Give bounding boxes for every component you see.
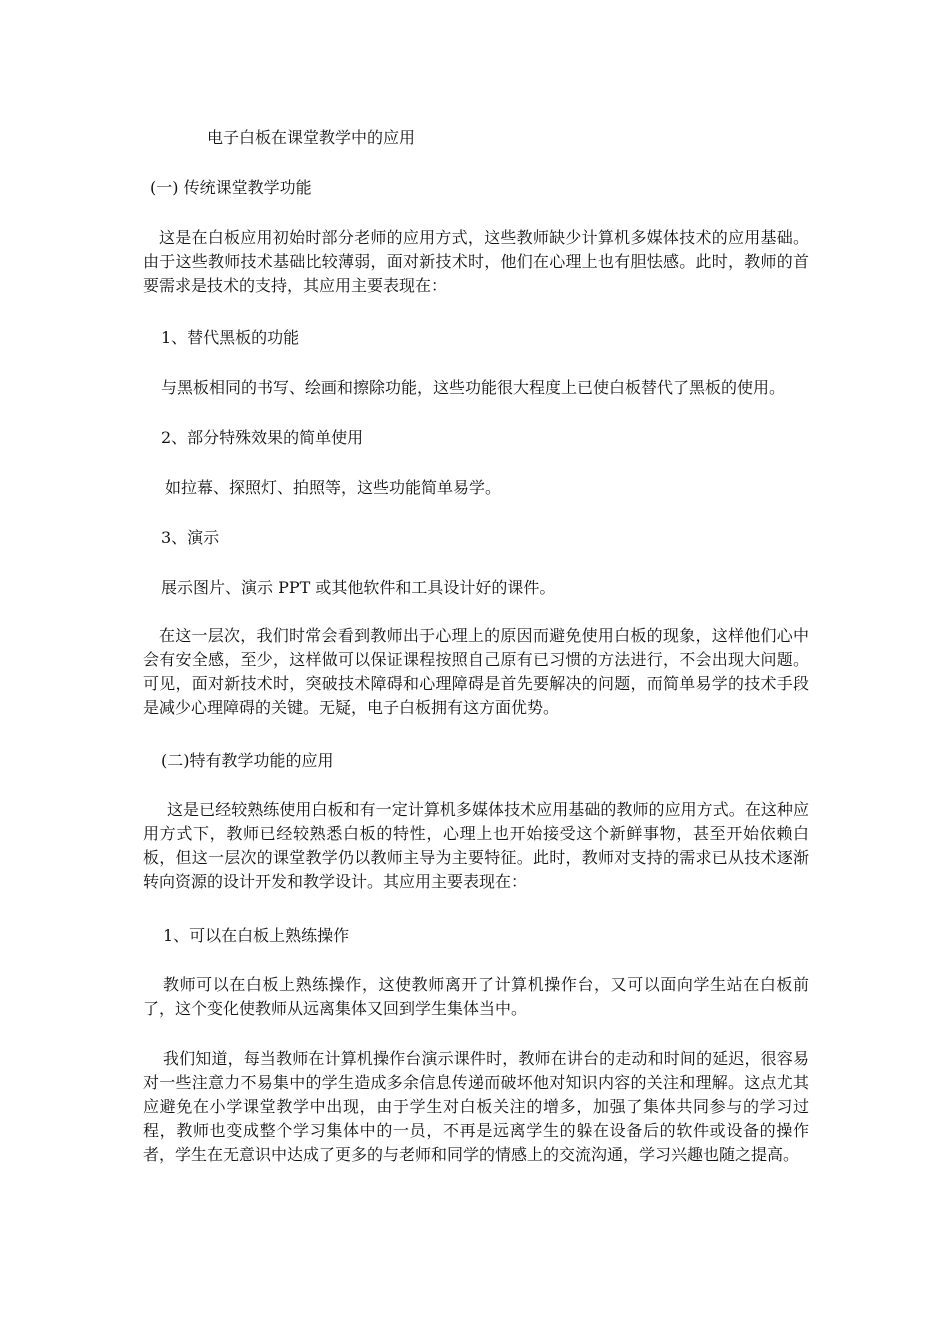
- item-heading-2: 2、部分特殊效果的简单使用: [161, 428, 364, 447]
- item-text-2: 如拉幕、探照灯、拍照等，这些功能简单易学。: [165, 478, 502, 497]
- item-heading-3: 3、演示: [161, 528, 220, 547]
- paragraph-3: 这是已经较熟练使用白板和有一定计算机多媒体技术应用基础的教师的应用方式。在这种应用方式下，教师已经较熟悉白板的特性，心理上也开始接受这个新鲜事物，甚至开始依赖白板，但这一层次的课堂教学仍以教师主导为主要特征。此时，教师对支持的需求已从技术逐渐转向资源的设计开发和教学设计。其应用主要表现在：: [143, 800, 809, 891]
- paragraph-2: 在这一层次，我们时常会看到教师出于心理上的原因而避免使用白板的现象，这样他们心中会有安全感，至少，这样做可以保证课程按照自己原有已习惯的方法进行，不会出现大问题。可见，面对新技术时，突破技术障碍和心理障碍是首先要解决的问题，而简单易学的技术手段是减少心理障碍的关键。无疑，电子白板拥有这方面优势。: [143, 626, 809, 717]
- document-title: 电子白板在课堂教学中的应用: [207, 128, 416, 147]
- item-heading-1: 1、替代黑板的功能: [161, 328, 300, 347]
- item-text-3: 展示图片、演示 PPT 或其他软件和工具设计好的课件。: [161, 578, 556, 597]
- section-heading-2: (二)特有教学功能的应用: [161, 751, 334, 770]
- paragraph-5: 我们知道，每当教师在计算机操作台演示课件时，教师在讲台的走动和时间的延迟，很容易对一些注意力不易集中的学生造成多余信息传递而破坏他对知识内容的关注和理解。这点尤其应避免在小学课堂教学中出现，由于学生对白板关注的增多，加强了集体共同参与的学习过程，教师也变成整个学习集体中的一员，不再是远离学生的躲在设备后的软件或设备的操作者，学生在无意识中达成了更多的与老师和同学的情感上的交流沟通，学习兴趣也随之提高。: [143, 1049, 809, 1164]
- paragraph-1: 这是在白板应用初始时部分老师的应用方式，这些教师缺少计算机多媒体技术的应用基础。由于这些教师技术基础比较薄弱，面对新技术时，他们在心理上也有胆怯感。此时，教师的首要需求是技术的支持，其应用主要表现在：: [143, 228, 809, 295]
- sub-heading-1: 1、可以在白板上熟练操作: [163, 926, 350, 945]
- section-heading-1: (一) 传统课堂教学功能: [150, 178, 312, 197]
- item-text-1: 与黑板相同的书写、绘画和擦除功能，这些功能很大程度上已使白板替代了黑板的使用。: [161, 378, 786, 397]
- paragraph-4: 教师可以在白板上熟练操作，这使教师离开了计算机操作台，又可以面向学生站在白板前了，这个变化使教师从远离集体又回到学生集体当中。: [143, 975, 809, 1018]
